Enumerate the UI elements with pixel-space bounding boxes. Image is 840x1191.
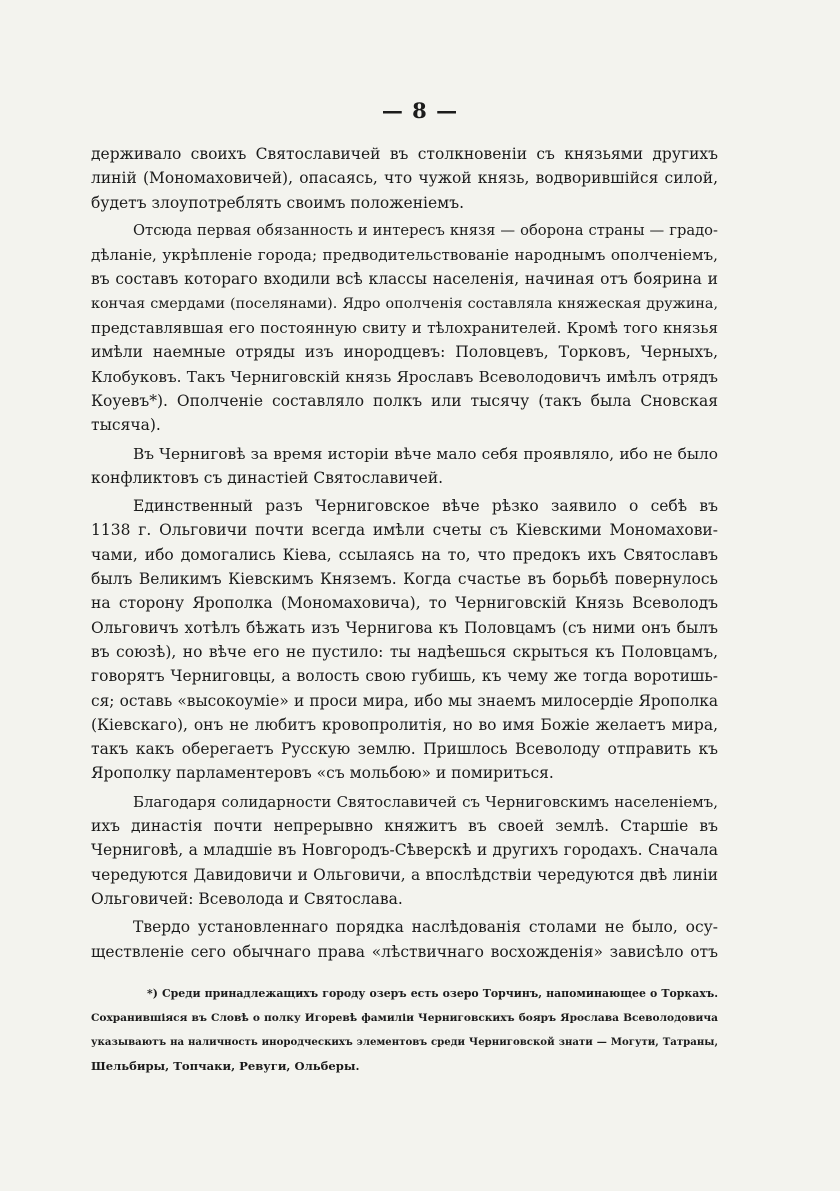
paragraph (91, 915, 718, 964)
text-line: линій (Мономаховичей), опасаясь, что чужой князь, водворившійся силой, (91, 169, 718, 188)
text-line: на сторону Ярополка (Мономаховича), то Черниговскій Князь Всеволодъ (91, 594, 718, 613)
text-line: представлявшая его постоянную свиту и тѣлохранителей. Кромѣ того князья (91, 319, 718, 338)
text-line: въ союзѣ), но вѣче его не пустило: ты надѣешься скрыться къ Половцамъ, (91, 642, 718, 661)
text-line: Въ Черниговѣ за время исторіи вѣче мало себя проявляло, ибо не было (133, 444, 718, 463)
text-line: дѣланіе, укрѣпленіе города; предводительствованіе народнымъ ополченіемъ, (91, 246, 718, 265)
text-line: ществленіе сего обычнаго права «лѣствичнаго восхожденія» зависѣло отъ (91, 942, 718, 961)
text-line: чередуются Давидовичи и Ольговичи, а впослѣдствіи чередуются двѣ линіи (91, 865, 718, 884)
text-line: Коуевъ*). Ополченіе составляло полкъ или тысячу (такъ была Сновская (91, 391, 718, 410)
text-line: Черниговѣ, а младшіе въ Новгородъ-Сѣверскѣ и другихъ городахъ. Сначала (91, 841, 718, 860)
paragraph (91, 494, 718, 786)
text-line: (Кіевскаго), онъ не любитъ кровопролитія, но во имя Божіе желаетъ мира, (91, 715, 718, 734)
text-line: говорятъ Черниговцы, а волость свою губишь, къ чему же тогда воротишь- (91, 667, 718, 686)
text-line: 1138 г. Ольговичи почти всегда имѣли счеты съ Кіевскими Мономахови- (91, 521, 718, 540)
text-line: Ольговичей: Всеволода и Святослава. (91, 889, 403, 908)
footnote-line: Шельбиры, Топчаки, Ревуги, Ольберы. (91, 1059, 360, 1073)
paragraph (91, 142, 718, 215)
text-line: Ярополку парламентеровъ «съ мольбою» и помириться. (91, 764, 554, 783)
paragraph (91, 442, 718, 491)
page-number: — 8 — (381, 98, 459, 123)
text-line: Твердо установленнаго порядка наслѣдованія столами не было, осу- (133, 918, 718, 937)
text-line: Отсюда первая обязанность и интересъ князя — оборона страны — градо- (133, 221, 718, 239)
text-line: Клобуковъ. Такъ Черниговскій князь Ярославъ Всеволодовичъ имѣлъ отрядъ (91, 367, 718, 386)
body-text (91, 142, 718, 964)
text-line: въ составъ котораго входили всѣ классы населенія, начиная отъ боярина и (91, 270, 718, 289)
text-line: Единственный разъ Черниговское вѣче рѣзко заявило о себѣ въ (133, 497, 718, 516)
text-line: чами, ибо домогались Кіева, ссылаясь на то, что предокъ ихъ Святославъ (91, 545, 718, 564)
paragraph (91, 790, 718, 911)
footnote-line: Сохранившіяся въ Словѣ о полку Игоревѣ фамиліи Черниговскихъ бояръ Ярослава Всеволодовича (91, 1012, 718, 1024)
text-line: тысяча). (91, 416, 161, 435)
text-line: имѣли наемные отряды изъ инородцевъ: Половцевъ, Торковъ, Черныхъ, (91, 343, 718, 362)
text-line: кончая смердами (поселянами). Ядро ополченія составляла княжеская дружина, (91, 295, 718, 312)
text-line: такъ какъ оберегаетъ Русскую землю. Пришлось Всеволоду отправить къ (91, 740, 718, 759)
text-line: держивало своихъ Святославичей въ столкновеніи съ князьями другихъ (91, 145, 718, 163)
text-line: Ольговичъ хотѣлъ бѣжать изъ Чернигова къ Половцамъ (съ ними онъ былъ (91, 618, 718, 637)
text-line: былъ Великимъ Кіевскимъ Княземъ. Когда счастье въ борьбѣ повернулось (91, 570, 718, 589)
text-line: ся; оставь «высокоуміе» и проси мира, ибо мы знаемъ милосердіе Ярополка (91, 691, 718, 710)
text-line: будетъ злоупотреблять своимъ положеніемъ. (91, 193, 465, 212)
text-line: Благодаря солидарности Святославичей съ Черниговскимъ населеніемъ, (133, 792, 718, 811)
text-line: конфликтовъ съ династіей Святославичей. (91, 468, 444, 487)
footnote (91, 982, 718, 1078)
text-line: ихъ династія почти непрерывно княжитъ въ своей землѣ. Старшіе въ (91, 817, 718, 836)
paragraph (91, 219, 718, 438)
footnote-line: указываютъ на наличность инородческихъ элементовъ среди Черниговской знати — Могути, Татраны, (91, 1036, 718, 1048)
footnote-line: *) Среди принадлежащихъ городу озеръ есть озеро Торчинъ, напоминающее о Торкахъ. (147, 987, 718, 1000)
